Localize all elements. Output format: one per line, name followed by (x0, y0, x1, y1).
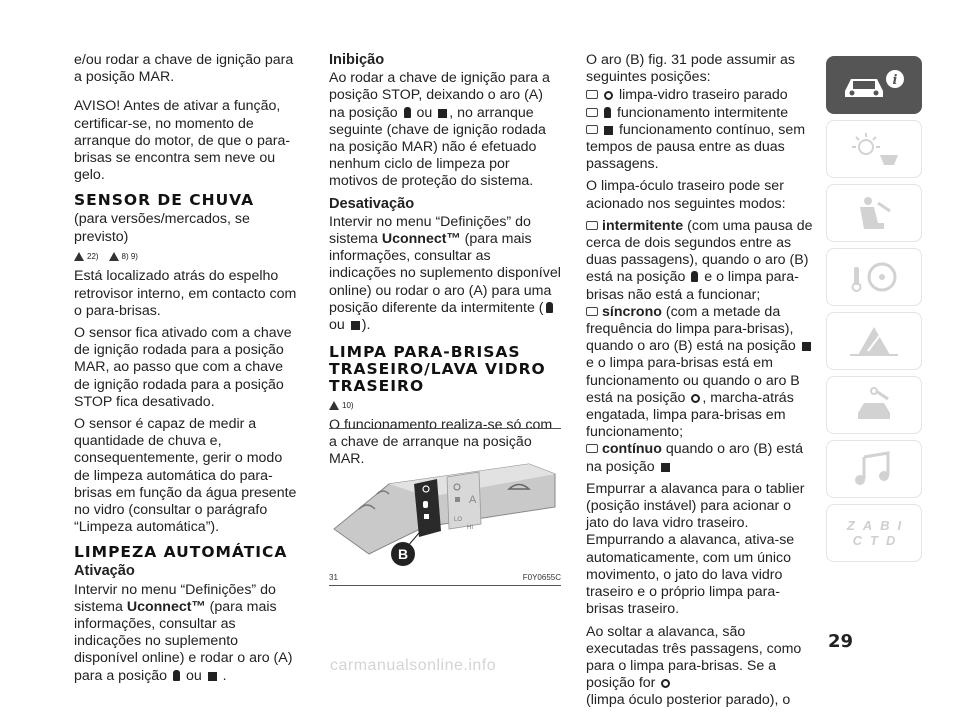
warning-references (74, 248, 300, 266)
figure-code: F0Y0655C (522, 573, 561, 582)
svg-text:i: i (892, 73, 898, 88)
continuous-icon (802, 342, 811, 351)
index-letter: B (880, 518, 890, 533)
index-letter: C (852, 533, 863, 548)
tab-dashboard-lights[interactable] (826, 120, 922, 178)
column-left (74, 52, 300, 690)
continuous-icon (604, 126, 613, 135)
paragraph: Empurrar a alavanca para o tablier (posição instável) para acionar o jato do lava vidro traseiro. Empurrando a alavanca, ativa-se automaticamente, com um único movimento, o jato do lava vidro traseiro e o próprio limpa para-brisas traseiro. (586, 480, 805, 618)
list-item: intermitente (com uma pausa de cerca de dois segundos entre as duas passagens), quando o aro (B) está na posição e o limpa para-brisas não está a funcionar; (586, 217, 813, 303)
button-icon (586, 307, 598, 316)
paragraph: O funcionamento realiza-se só com a chave de arranque na posição MAR. (329, 416, 553, 468)
paragraph: O sensor é capaz de medir a quantidade de chuva e, consequentemente, gerir o modo de limpeza automática do para-brisas em função da água presente no vidro (consultar o parágrafo “Limpeza automática”). (74, 416, 297, 536)
intermittent-icon (691, 271, 698, 282)
intermittent-icon (604, 107, 611, 118)
tab-multimedia[interactable] (826, 440, 922, 498)
figure-31 (329, 428, 561, 586)
paragraph: e/ou rodar a chave de ignição para a posição MAR. (74, 52, 294, 86)
tab-index[interactable] (826, 504, 922, 562)
section-heading-rear-wiper: LIMPA PARA-BRISAS TRASEIRO/LAVA VIDRO TRASEIRO (329, 343, 546, 396)
car-info-icon (839, 65, 909, 105)
music-media-icon (844, 449, 904, 489)
button-icon (586, 125, 598, 134)
section-heading-rain-sensor: SENSOR DE CHUVA (74, 191, 255, 210)
tab-safety[interactable] (826, 184, 922, 242)
fig-label-lo: LO (454, 517, 463, 523)
button-icon (586, 221, 598, 230)
warning-triangle-icon (329, 401, 339, 410)
button-icon (586, 108, 598, 117)
section-heading-auto-clean: LIMPEZA AUTOMÁTICA (74, 543, 288, 562)
column-middle (329, 52, 561, 473)
off-icon (661, 679, 670, 688)
paragraph: Intervir no menu “Definições” do sistema Uconnect™ (para mais informações, consultar as indicações no suplemento disponível online) ou rodar o aro (A) para uma posição diferente da intermitente ( ou ). (329, 213, 561, 334)
subheading-deactivation: Desativação (329, 195, 415, 212)
wiper-stalk-illustration (329, 429, 561, 569)
tab-car-info[interactable] (826, 56, 922, 114)
figure-caption (329, 573, 561, 582)
steering-wheel-key-icon (844, 257, 904, 297)
subheading-activation: Ativação (74, 563, 135, 580)
paragraph: Ao soltar a alavanca, são executadas três passagens, como para o limpa para-brisas. Se a posição for (limpa óculo posterior parado), o (586, 623, 802, 709)
caution-ref[interactable]: 8) 9) (109, 248, 138, 265)
button-icon (586, 90, 598, 99)
continuous-icon (438, 109, 447, 118)
list-item: contínuo quando o aro (B) está na posição (586, 441, 804, 475)
intermittent-icon (173, 670, 180, 681)
off-icon (604, 91, 613, 100)
fig-label-a: A (469, 494, 477, 506)
paragraph: Ao rodar a chave de ignição para a posição STOP, deixando o aro (A) na posição ou , no arranque seguinte (chave de ignição rodada na posição MAR) não é efetuado nenhum ciclo de limpeza por motivos de proteção do sistema. (329, 70, 550, 190)
tools-car-icon (844, 385, 904, 425)
seat-airbag-icon (844, 193, 904, 233)
list-item: limpa-vidro traseiro parado (586, 87, 816, 104)
warning-paragraph: AVISO! Antes de ativar a função, certificar-se, no momento de arranque do motor, de que o para-brisas se encontra sem neve ou gelo. (74, 98, 291, 184)
index-letter: A (862, 518, 873, 533)
caution-triangle-icon (109, 252, 119, 261)
column-right (586, 52, 816, 715)
paragraph: O limpa-óculo traseiro pode ser acionado nos seguintes modos: (586, 178, 786, 212)
paragraph: Está localizado atrás do espelho retrovisor interno, em contacto com o para-brisas. (74, 268, 297, 319)
list-item: funcionamento contínuo, sem tempos de pausa entre as duas passagens. (586, 121, 806, 173)
brand-name: Uconnect™ (126, 598, 206, 615)
index-letter: I (897, 518, 902, 533)
brand-name: Uconnect™ (381, 231, 461, 248)
paragraph: O sensor fica ativado com a chave de ignição rodada para a posição MAR, ao passo que com a chave de ignição rodada para a posição STOP fica desativado. (74, 325, 292, 410)
button-icon (586, 444, 598, 453)
fig-label-hi: HI (467, 525, 473, 531)
continuous-icon (661, 463, 670, 472)
list-item: funcionamento intermitente (586, 105, 816, 122)
watermark: carmanualsonline.info (330, 657, 497, 674)
index-letter: T (870, 533, 878, 548)
intermittent-icon (404, 107, 411, 118)
warning-road-icon (844, 321, 904, 361)
figure-number: 31 (329, 573, 338, 582)
warning-triangle-icon (74, 252, 84, 261)
warning-references (329, 397, 561, 415)
tab-starting-driving[interactable] (826, 248, 922, 306)
chapter-tab-sidebar (826, 56, 922, 568)
subheading-inhibition: Inibição (329, 52, 385, 68)
index-letter: Z (846, 518, 855, 533)
off-icon (691, 394, 700, 403)
tab-emergency[interactable] (826, 312, 922, 370)
index-letter: D (885, 533, 896, 548)
paragraph: Intervir no menu “Definições” do sistema Uconnect™ (para mais informações, consultar as indicações no suplemento disponível online) e rodar o aro (A) para a posição ou . (74, 581, 293, 684)
page-number: 29 (828, 631, 854, 652)
paragraph: (para versões/mercados, se previsto) (74, 211, 250, 245)
dashboard-lights-icon (844, 129, 904, 169)
list-item: síncrono (com a metade da frequência do limpa para-brisas), quando o aro (B) está na posição e o limpa para-brisas está em funcionamento ou quando o aro B está na posição , marcha-atrás engatada, limpa para-brisas em funcionamento; (586, 304, 816, 442)
warning-ref[interactable]: 22) (74, 248, 99, 265)
paragraph: O aro (B) fig. 31 pode assumir as seguintes posições: (586, 52, 795, 86)
fig-label-b: B (397, 546, 409, 562)
continuous-icon (351, 321, 360, 330)
intermittent-icon (546, 302, 553, 313)
warning-ref[interactable]: 10) (329, 397, 354, 414)
tab-maintenance[interactable] (826, 376, 922, 434)
continuous-icon (208, 672, 217, 681)
